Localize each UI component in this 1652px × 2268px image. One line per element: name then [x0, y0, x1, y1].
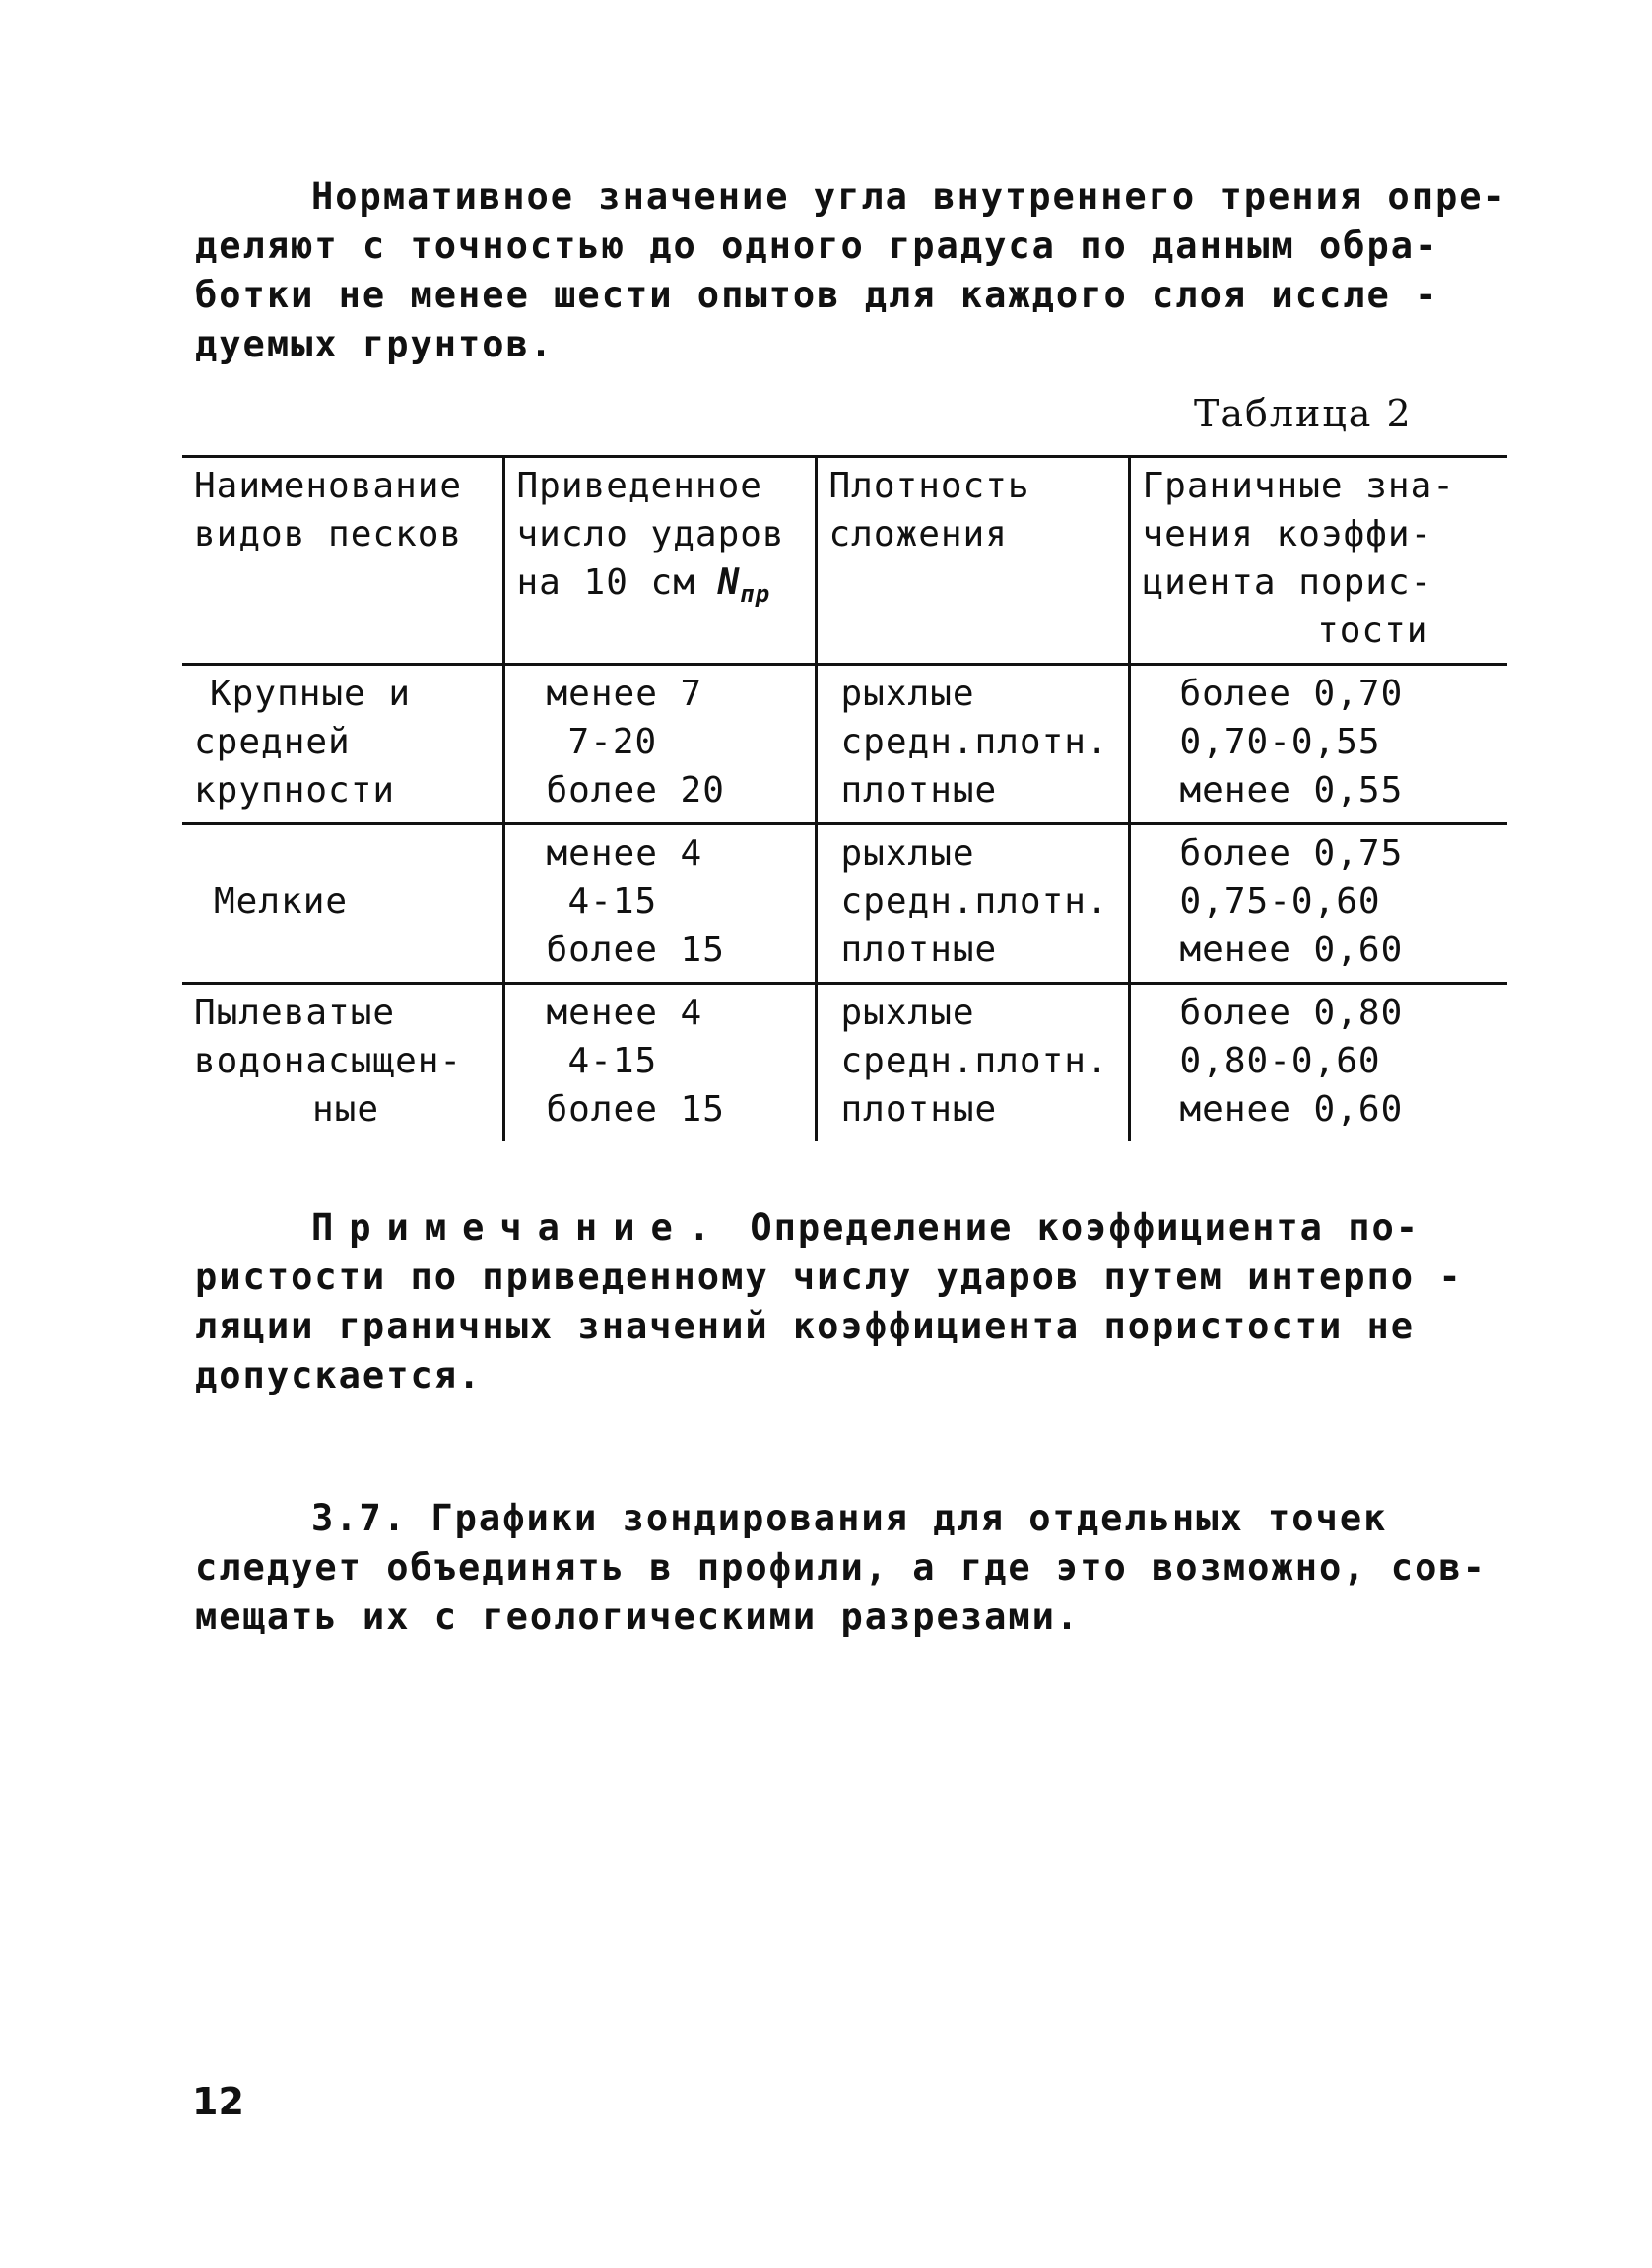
- header-blow-count-line3: на 10 см $N_{пр}$: [516, 562, 771, 609]
- cell-porosity: более 0,75 0,75-0,60 менее 0,60: [1129, 824, 1507, 984]
- cell-sand-type: Пылеватые водонасыщен- ные: [194, 993, 463, 1130]
- note-paragraph: [195, 1203, 1515, 1400]
- cell-blow-count: менее 7 7-20 более 20: [503, 665, 816, 824]
- section-line: следует объединять в профили, а где это возможно, сов-: [195, 1546, 1487, 1588]
- cell-blow-count: менее 4 4-15 более 15: [503, 824, 816, 984]
- note-line: допускается.: [195, 1354, 483, 1396]
- table-row: [182, 824, 1507, 984]
- sand-density-table: [182, 455, 1507, 1141]
- section-3-7-paragraph: [195, 1494, 1515, 1642]
- section-line: мещать их с геологическими разрезами.: [195, 1595, 1081, 1638]
- header-sand-type: Наименование видов песков: [194, 466, 463, 554]
- cell-density: рыхлые средн.плотн. плотные: [816, 984, 1129, 1142]
- note-line: ляции граничных значений коэффициента пористости не: [195, 1305, 1416, 1347]
- cell-porosity: более 0,80 0,80-0,60 менее 0,60: [1129, 984, 1507, 1142]
- cell-sand-type: Мелкие: [214, 881, 349, 922]
- intro-paragraph: [195, 172, 1515, 369]
- section-line: 3.7. Графики зондирования для отдельных точек: [311, 1497, 1388, 1539]
- header-density: Плотность сложения: [816, 457, 1129, 665]
- note-line: ристости по приведенному числу ударов путем интерпо -: [195, 1256, 1463, 1298]
- header-porosity: Граничные зна- чения коэффи- циента порис- тости: [1129, 457, 1507, 665]
- cell-blow-count: менее 4 4-15 более 15: [503, 984, 816, 1142]
- intro-line: Нормативное значение угла внутреннего трения опре-: [311, 175, 1507, 218]
- note-label: Примечание.: [311, 1206, 727, 1249]
- header-blow-count: Приведенное число ударов на 10 см $N_{пр}$: [503, 457, 816, 665]
- intro-line: ботки не менее шести опытов для каждого слоя иссле -: [195, 274, 1439, 316]
- cell-density: рыхлые средн.плотн. плотные: [816, 665, 1129, 824]
- table-container: [182, 455, 1507, 1184]
- n-symbol: $N_{пр}$: [717, 562, 771, 609]
- intro-line: дуемых грунтов.: [195, 323, 555, 365]
- note-line: Примечание. Определение коэффициента по-: [311, 1206, 1421, 1249]
- cell-porosity: более 0,70 0,70-0,55 менее 0,55: [1129, 665, 1507, 824]
- cell-sand-type: Крупные и средней крупности: [194, 674, 412, 810]
- page-number: 12: [192, 2080, 244, 2123]
- table-row: [182, 665, 1507, 824]
- intro-line: деляют с точностью до одного градуса по данным обра-: [195, 225, 1439, 267]
- table-caption: Таблица 2: [1194, 392, 1413, 435]
- table-header-row: [182, 457, 1507, 665]
- table-row: [182, 984, 1507, 1142]
- cell-density: рыхлые средн.плотн. плотные: [816, 824, 1129, 984]
